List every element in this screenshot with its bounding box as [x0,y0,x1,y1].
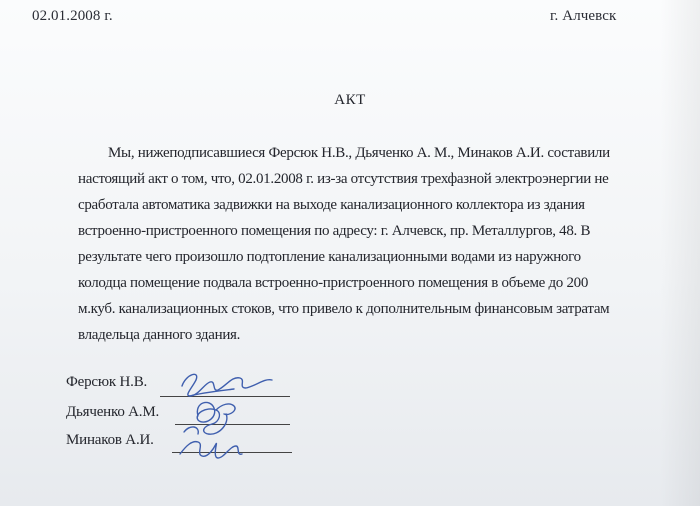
body-line: колодца помещение подвала встроенно-пристроенного помещения в объеме до 200 [78,275,589,291]
body-line: настоящий акт о том, что, 02.01.2008 г. из-за отсутствия трехфазной электроэнергии не [78,171,609,187]
handwritten-signatures [160,366,290,464]
body-line: встроенно-пристроенного помещения по адресу: г. Алчевск, пр. Металлургов, 48. В [78,223,591,239]
body-line: м.куб. канализационных стоков, что привело к дополнительным финансовым затратам [78,301,610,317]
body-line: сработала автоматика задвижки на выходе канализационного коллектора из здания [78,197,585,213]
signatory-name: Минаков А.И. [66,432,154,448]
document-title: АКТ [334,92,366,108]
body-line: владельца данного здания. [78,327,241,343]
document-city: г. Алчевск [550,8,617,24]
body-line: Мы, нижеподписавшиеся Ферсюк Н.В., Дьяченко А. М., Минаков А.И. составили [108,145,610,161]
body-line: результате чего произошло подтопление канализационными водами из наружного [78,249,581,265]
signatory-name: Дьяченко А.М. [66,404,160,420]
document-date: 02.01.2008 г. [32,8,113,24]
signatory-name: Ферсюк Н.В. [66,374,148,390]
